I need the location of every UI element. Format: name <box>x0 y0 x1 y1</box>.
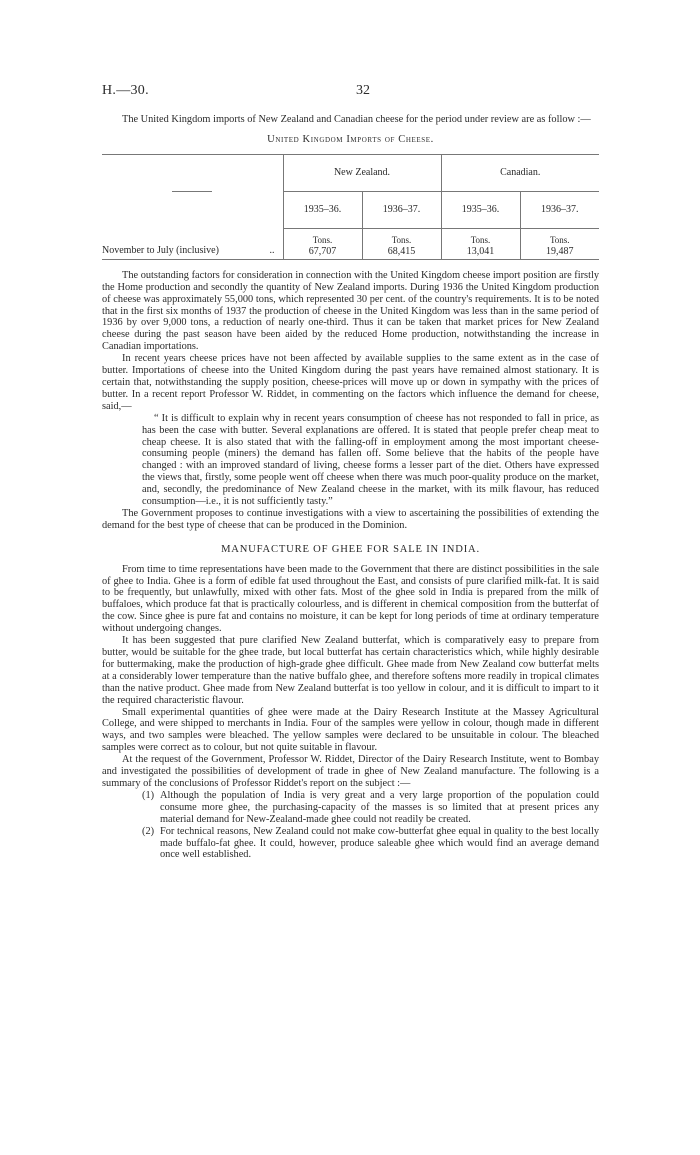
table-cell <box>362 228 441 259</box>
page-content <box>102 114 599 861</box>
report-code: H.—30. <box>102 83 149 98</box>
table-caption: United Kingdom Imports of Cheese. <box>267 133 434 145</box>
quoted-passage: “ It is difficult to explain why in recent years consumption of cheese has not responded to fall in price, as has been the case with butter. Several explanations are offered. It is stated that people prefer cheap meat to cheap cheese. It is also stated that with the falling-off in employment among the most important cheese-consuming people (miners) the demand has fallen off. Some believe that the habits of the people have changed : with an improved standard of living, cheese forms a lesser part of the diet. Others have expressed the views that, firstly, some people went off cheese when there was much poor-quality produce on the market, and, secondly, the predominance of New Zealand cheese in the market, with its milk flavour, has reduced consumption—i.e., it is not sufficiently tasty.” <box>142 412 599 508</box>
year-header: 1935–36. <box>283 191 362 228</box>
row-leader: .. <box>269 244 275 256</box>
table-cell <box>441 228 520 259</box>
list-number: (1) <box>142 789 155 801</box>
list-item <box>142 790 599 826</box>
list-item <box>142 826 599 862</box>
paragraph: Small experimental quantities of ghee were made at the Dairy Research Institute at the Massey Agricultural College, and were shipped to merchants in India. Four of the samples were yellow in colour, though made in different ways, and two samples were bleached. The yellow samples were declared to be unsuitable in colour. The bleached samples were correct as to colour, but not quite suitable in flavour. <box>102 706 599 754</box>
paragraph: In recent years cheese prices have not been affected by available supplies to the same extent as in the case of butter. Importations of cheese into the United Kingdom during the past years have remained almost stationary. It is certain that, notwithstanding the supply position, cheese-prices will move up or down in sympathy with the prices of butter. In a recent report Professor W. Riddet, in commenting on the factors which influence the demand for cheese, said,— <box>102 353 599 412</box>
unit-label: Tons. <box>391 234 412 245</box>
unit-label: Tons. <box>470 234 491 245</box>
group-header-new-zealand: New Zealand. <box>283 154 441 191</box>
group-header-canadian: Canadian. <box>441 154 599 191</box>
table-stub-header <box>102 154 283 228</box>
list-text: Although the population of India is very great and a very large proportion of the population could consume more ghee, the purchasing-capacity of the masses is so limited that at present prices any material demand for New-Zealand-made ghee could not readily be created. <box>160 789 599 825</box>
page-number: 32 <box>356 83 370 98</box>
row-label-text: November to July (inclusive) <box>102 244 219 256</box>
paragraph: At the request of the Government, Professor W. Riddet, Director of the Dairy Research Institute, went to Bombay and investigated the possibilities of development of trade in ghee of New Zealand manufacture. The following is a summary of the conclusions of Professor Riddet's report on the subject :— <box>102 754 599 789</box>
list-text: For technical reasons, New Zealand could not make cow-butterfat ghee equal in quality to the best locally made buffalo-fat ghee. It could, however, produce saleable ghee which would find an average demand once well established. <box>160 825 599 861</box>
cell-value: 68,415 <box>387 245 416 257</box>
cell-value: 67,707 <box>308 245 337 257</box>
paragraph: From time to time representations have been made to the Government that there are distinct possibilities in the sale of ghee to India. Ghee is a form of edible fat used throughout the East, and consists of pure clarified milk-fat. It is said to be frequently, but unlawfully, mixed with other fats. Most of the ghee sold in India is prepared from the milk of buffaloes, which produce fat that is practically colourless, and is different in chemical composition from the butterfat of the cow. Since ghee is pure fat and contains no moisture, it can be kept for long periods of time at ordinary temperature without undergoing changes. <box>102 563 599 635</box>
cell-value: 13,041 <box>466 245 495 257</box>
paragraph: It has been suggested that pure clarified New Zealand butterfat, which is comparatively easy to prepare from butter, would be suitable for the ghee trade, but local butterfat has certain characteristics which, while highly desirable for buttermaking, make the production of high-grade ghee difficult. Ghee made from New Zealand cow butterfat melts at a considerably lower temperature than the native buffalo ghee, and therefore softens more readily in tropical climates than the native product. Ghee made from New Zealand butterfat is too yellow in colour, and it is difficult to impart to it the required characteristic flavour. <box>102 635 599 706</box>
row-label <box>102 228 283 259</box>
table-cell <box>283 228 362 259</box>
year-header: 1936–37. <box>520 191 599 228</box>
unit-label: Tons. <box>312 234 333 245</box>
year-header: 1935–36. <box>441 191 520 228</box>
unit-label: Tons. <box>549 234 570 245</box>
paragraph: The Government proposes to continue investigations with a view to ascertaining the possibilities of extending the demand for the best type of cheese that can be produced in the Dominion. <box>102 507 599 531</box>
list-number: (2) <box>142 825 155 837</box>
table-cell <box>520 228 599 259</box>
year-header: 1936–37. <box>362 191 441 228</box>
cell-value: 19,487 <box>546 245 574 257</box>
intro-paragraph: The United Kingdom imports of New Zealand and Canadian cheese for the period under review are as follow :— <box>122 114 591 125</box>
conclusions-list <box>142 790 599 861</box>
section-heading: MANUFACTURE OF GHEE FOR SALE IN INDIA. <box>221 543 480 555</box>
cheese-imports-table <box>102 154 599 260</box>
paragraph: The outstanding factors for consideration in connection with the United Kingdom cheese import position are firstly the Home production and secondly the quantity of New Zealand imports. During 1936 the United Kingdom production of cheese was approximately 55,000 tons, which represented 30 per cent. of the country's requirements. It is to be noted that in the first six months of 1937 the production of cheese in the United Kingdom was less than in the same period of 1936 by over 9,000 tons, a reduction of nearly one-third. Thus it can be taken that market prices for New Zealand cheese during the past season have been aided by the reduced Home production, notwithstanding the increase in Canadian importations. <box>102 269 599 353</box>
